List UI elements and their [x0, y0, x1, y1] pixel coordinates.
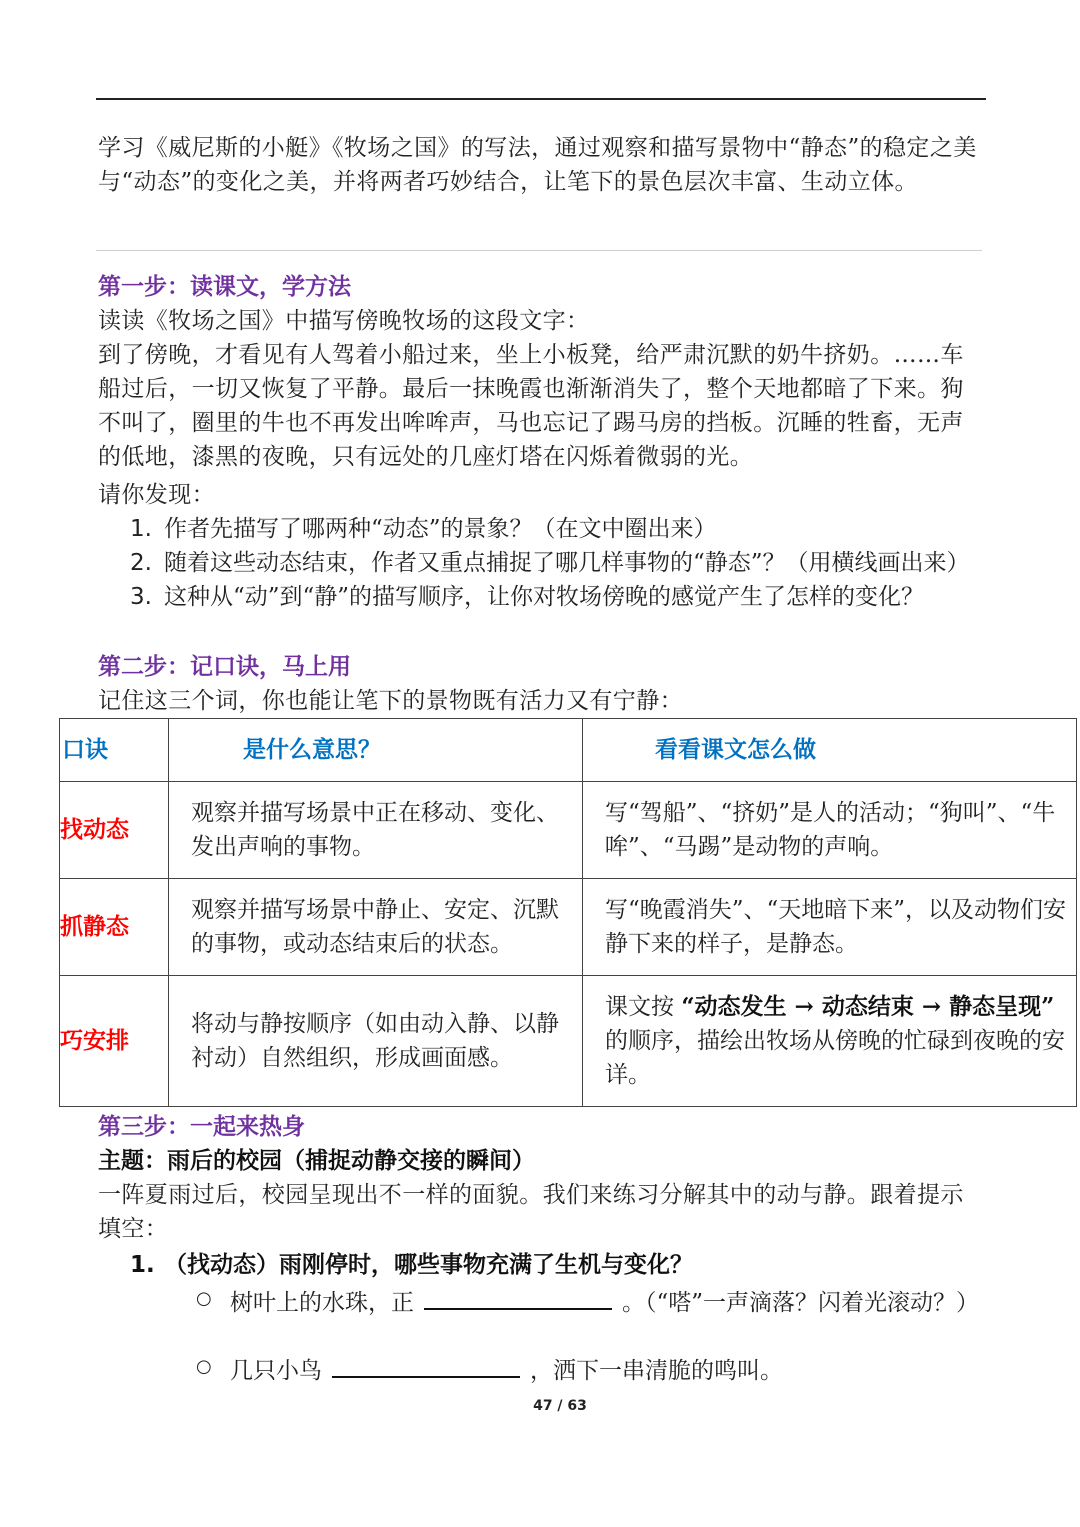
step1-passage: 到了傍晚，才看见有人驾着小船过来，坐上小板凳，给严肃沉默的奶牛挤奶。……车船过后，一切又恢复了平静。最后一抹晚霞也渐渐消失了，整个天地都暗了下来。狗不叫了，圈里的牛也不再发出哞哞声，马也忘记了踢马房的挡板。沉睡的牲畜，无声的低地，漆黑的夜晚，只有远处的几座灯塔在闪烁着微弱的光。 — [98, 342, 964, 470]
table-row — [60, 782, 1077, 879]
fill-blank[interactable] — [424, 1282, 612, 1310]
step3-question — [130, 1248, 982, 1282]
example-cell: 写“晚霞消失”、“天地暗下来”，以及动物们安静下来的样子，是静态。 — [583, 879, 1077, 976]
header-rule — [96, 98, 986, 100]
intro-paragraph: 学习《威尼斯的小艇》《牧场之国》的写法，通过观察和描写景物中“静态”的稳定之美与“动态”的变化之美，并将两者巧妙结合，让笔下的景色层次丰富、生动立体。 — [98, 135, 977, 195]
meaning-cell: 观察并描写场景中正在移动、变化、发出声响的事物。 — [169, 782, 583, 879]
question-text: 作者先描写了哪两种“动态”的景象？（在文中圈出来） — [164, 516, 717, 542]
example-text: 的顺序，描绘出牧场从傍晚的忙碌到夜晚的安详。 — [605, 1028, 1065, 1088]
question-number: 1. — [130, 516, 152, 542]
question-text: 这种从“动”到“静”的描写顺序，让你对牧场傍晚的感觉产生了怎样的变化？ — [164, 584, 925, 610]
header-cell-meaning: 是什么意思？ — [169, 719, 583, 782]
bullet-text — [230, 1282, 986, 1320]
bullet-icon: ○ — [196, 1356, 212, 1377]
step1-prompt: 请你发现： — [98, 482, 215, 508]
question-number: 2. — [130, 550, 152, 576]
step3-theme: 主题：雨后的校园（捕捉动静交接的瞬间） — [98, 1147, 535, 1174]
example-text: 课文按 — [605, 994, 674, 1020]
section-divider — [96, 250, 982, 251]
list-item — [130, 546, 982, 580]
question-number: 3. — [130, 584, 152, 610]
bullet-text-post: ，洒下一串清脆的鸣叫。 — [530, 1358, 783, 1384]
bullet-text-pre: 几只小鸟 — [230, 1358, 322, 1384]
page-number: 47 / 63 — [533, 1398, 587, 1414]
mnemonic-cell: 巧安排 — [60, 976, 169, 1107]
bullet-text-pre: 树叶上的水珠，正 — [230, 1290, 414, 1316]
mnemonic-cell: 找动态 — [60, 782, 169, 879]
example-cell — [583, 976, 1077, 1107]
question-text: （找动态）雨刚停时，哪些事物充满了生机与变化？ — [164, 1251, 693, 1278]
list-item — [130, 512, 982, 546]
example-bold-text: “动态发生 → 动态结束 → 静态呈现” — [681, 993, 1055, 1020]
step3-heading: 第三步：一起来热身 — [98, 1113, 305, 1140]
meaning-cell: 将动与静按顺序（如由动入静、以静衬动）自然组织，形成画面感。 — [169, 976, 583, 1107]
table-row — [60, 976, 1077, 1107]
step2-heading: 第二步：记口诀，马上用 — [98, 653, 351, 680]
bullet-text-post: 。（“嗒”一声滴落？闪着光滚动？） — [622, 1290, 980, 1316]
question-text: 随着这些动态结束，作者又重点捕捉了哪几样事物的“静态”？（用横线画出来） — [164, 550, 970, 576]
step1-heading: 第一步：读课文，学方法 — [98, 273, 351, 300]
list-item — [130, 580, 982, 614]
table-row — [60, 879, 1077, 976]
step2-lead: 记住这三个词，你也能让笔下的景物既有活力又有宁静： — [98, 688, 683, 714]
step3-lead: 一阵夏雨过后，校园呈现出不一样的面貌。我们来练习分解其中的动与静。跟着提示填空： — [98, 1182, 964, 1242]
bullet-text — [230, 1350, 986, 1388]
mnemonic-table — [59, 718, 1077, 1107]
table-header-row — [60, 719, 1077, 782]
header-cell-example: 看看课文怎么做 — [583, 719, 1077, 782]
mnemonic-cell: 抓静态 — [60, 879, 169, 976]
fill-blank[interactable] — [332, 1350, 520, 1378]
question-number: 1. — [130, 1252, 155, 1278]
step1-lead: 读读《牧场之国》中描写傍晚牧场的这段文字： — [98, 308, 590, 334]
bullet-icon: ○ — [196, 1288, 212, 1309]
step1-question-list — [130, 512, 982, 614]
header-cell-mnemonic: 口诀 — [60, 719, 169, 782]
meaning-cell: 观察并描写场景中静止、安定、沉默的事物，或动态结束后的状态。 — [169, 879, 583, 976]
example-cell: 写“驾船”、“挤奶”是人的活动；“狗叫”、“牛哞”、“马踢”是动物的声响。 — [583, 782, 1077, 879]
